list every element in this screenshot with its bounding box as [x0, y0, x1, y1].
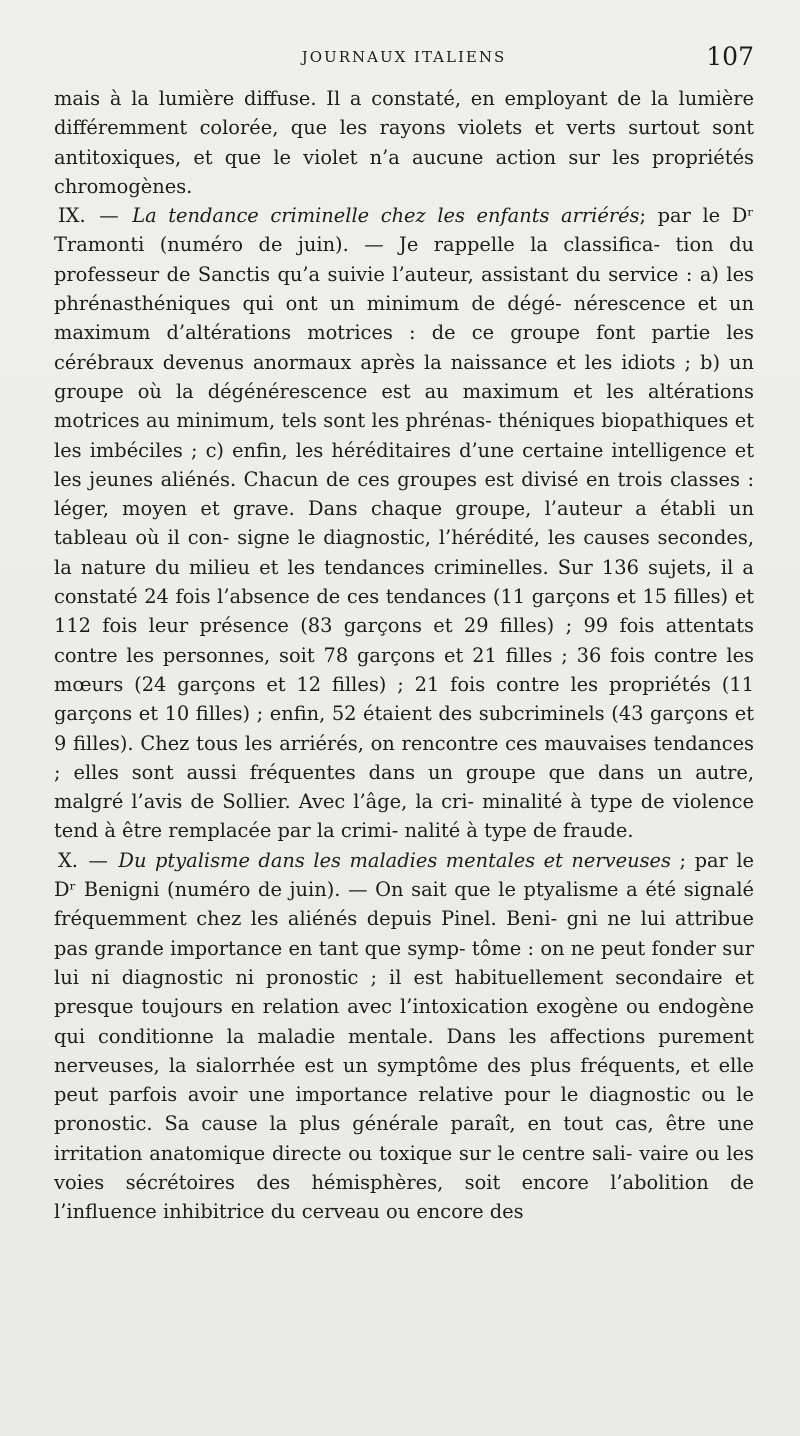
text-line: le Dʳ Tramonti (numéro de juin). — Je rappelle la classifica-	[54, 204, 755, 257]
em-dash: —	[99, 204, 119, 228]
text-line: maladie mentale. Dans les affections purement nerveuses, la	[54, 1024, 755, 1077]
text-line: gni ne lui attribue pas grande importance en tant que symp-	[54, 907, 754, 960]
page-body	[54, 84, 754, 1227]
text-line: est habituellement secondaire et presque toujours en relation	[54, 965, 754, 1019]
page-number: 107	[706, 42, 754, 71]
text-line: nérescence et un maximum d’altérations motrices : de ce groupe	[54, 292, 755, 345]
text-line: parfois avoir une importance relative pour le diagnostic ou le	[108, 1083, 754, 1107]
text-line: lumière différemment colorée, que les rayons violets et verts	[54, 87, 754, 140]
text-line: sialorrhée est un symptôme des plus fréquents, et elle peut	[54, 1053, 754, 1107]
running-head	[54, 40, 754, 84]
text-line: groupes est divisé en trois classes : léger, moyen et grave.	[54, 467, 754, 521]
text-line: par le Dʳ Benigni (numéro de juin). — On sait que le ptyalisme	[54, 848, 755, 902]
text-line: vaire ou les voies sécrétoires des hémisphères, soit encore	[54, 1141, 754, 1194]
text-line: (43 garçons et 9 filles). Chez tous les arriérés, on rencontre ces	[54, 702, 754, 755]
text-line: 112 fois leur présence (83 garçons et 29 filles) ; 99 fois attentats	[54, 614, 754, 638]
text-line: (11 garçons et 10 filles) ; enfin, 52 étaient des subcriminels	[54, 672, 754, 726]
text-line: nalité à type de fraude.	[404, 819, 634, 843]
section-number: IX.	[58, 204, 86, 228]
em-dash: —	[88, 848, 108, 872]
text-line: contre les personnes, soit 78 garçons et 21 filles ; 36 fois contre	[54, 643, 718, 667]
section-ix	[54, 201, 754, 846]
text-line: que dans un autre, malgré l’avis de Sollier. Avec l’âge, la cri-	[54, 760, 754, 814]
text-line: font partie les cérébraux devenus anormaux après la naissance et	[54, 321, 754, 374]
text-line: d’une certaine intelligence et les jeunes aliénés. Chacun de ces	[54, 438, 755, 491]
text-line: pronostic. Sa cause la plus générale paraît, en tout cas, être	[54, 1112, 706, 1136]
text-line: mauvaises tendances ; elles sont aussi fréquentes dans un groupe	[54, 731, 754, 784]
text-line: l’abolition de l’influence inhibitrice du cerveau ou encore des	[54, 1170, 754, 1224]
text-line: avec l’intoxication exogène ou endogène qui conditionne la	[54, 995, 754, 1048]
text-line: minalité à type de violence tend à être remplacée par la crimi-	[54, 790, 754, 843]
text-line: les mœurs (24 garçons et 12 filles) ; 21 fois contre les propriétés	[54, 643, 755, 696]
article-title: Du ptyalisme dans les maladies mentales et nerveuses	[118, 848, 671, 872]
section-number: X.	[58, 848, 78, 872]
text-line: les propriétés chromogènes.	[54, 145, 754, 198]
text-line: mais à la lumière diffuse. Il a constaté, en employant de la	[54, 87, 669, 110]
text-line: tôme : on ne peut fonder sur lui ni diagnostic ni pronostic ; il	[54, 936, 754, 989]
text-line: les idiots ; b) un groupe où la dégénérescence est au maximum	[54, 350, 755, 403]
paragraph-continuation	[54, 84, 754, 201]
text-line: a été signalé fréquemment chez les aliénés depuis Pinel. Beni-	[54, 878, 754, 931]
text-line: Dans chaque groupe, l’auteur a établi un tableau où il con-	[54, 497, 754, 550]
text-line: une irritation anatomique directe ou toxique sur le centre sali-	[54, 1112, 754, 1165]
section-x	[54, 846, 754, 1227]
text-line: tion du professeur de Sanctis qu’a suivie l’auteur, assistant du	[54, 233, 754, 286]
article-title: La tendance criminelle chez les enfants arriérés	[132, 204, 640, 228]
text-line: et les altérations motrices au minimum, tels sont les phrénas-	[54, 379, 754, 433]
text-line: service : a) les phrénasthéniques qui ont un minimum de dégé-	[54, 262, 755, 316]
running-head-title: JOURNAUX ITALIENS	[301, 48, 507, 66]
text-line: théniques biopathiques et les imbéciles ; c) enfin, les héréditaires	[54, 409, 754, 462]
title-punctuation: ;	[670, 848, 687, 872]
text-line: milieu et les tendances criminelles. Sur 136 sujets, il a constaté	[54, 555, 754, 609]
text-line: signe le diagnostic, l’hérédité, les causes secondes, la nature du	[54, 526, 754, 579]
text-line: surtout sont antitoxiques, et que le violet n’a aucune action sur	[54, 116, 754, 169]
text-line: 24 fois l’absence de ces tendances (11 garçons et 15 filles) et	[144, 585, 754, 609]
title-punctuation: ; par	[639, 204, 691, 228]
